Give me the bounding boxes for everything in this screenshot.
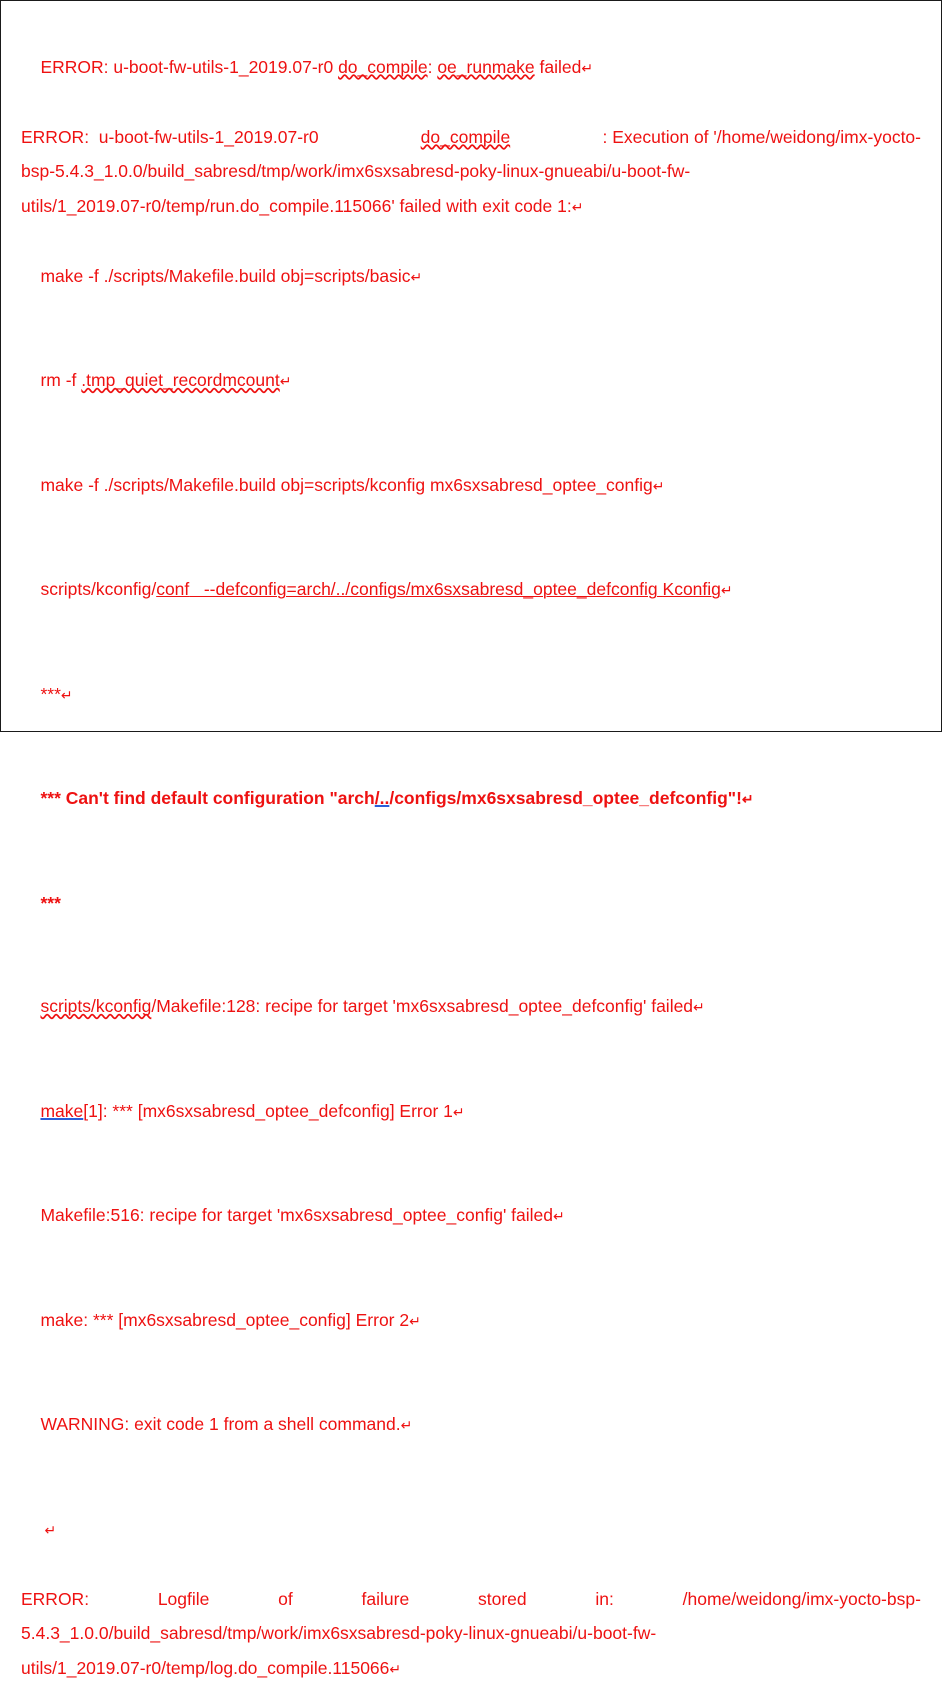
log-text: bsp-5.4.3_1.0.0/build_sabresd/tmp/work/imx6sxsabresd-poky-linux-gnueabi/u-boot-fw- [21, 161, 690, 181]
log-text: *** Can't find default configuration "arch [40, 788, 374, 808]
log-line [21, 1582, 921, 1686]
log-text: utils/1_2019.07-r0/temp/run.do_compile.115066' failed with exit code 1: [21, 196, 572, 216]
log-text-misspelled: scripts/kconfig [40, 996, 151, 1016]
log-line [21, 120, 921, 225]
log-text: ERROR: u-boot-fw-utils-1_2019.07-r0 [21, 120, 328, 155]
log-line [21, 1164, 921, 1269]
log-text: rm -f [40, 370, 81, 390]
log-text-misspelled: oe_runmake [437, 57, 534, 77]
log-text: ERROR: [21, 1582, 89, 1617]
paragraph-mark-icon: ↵ [411, 269, 423, 285]
log-line [21, 433, 921, 538]
log-text: make -f ./scripts/Makefile.build obj=scripts/kconfig mx6sxsabresd_optee_config [40, 475, 652, 495]
log-line [21, 642, 921, 747]
log-line [21, 955, 921, 1060]
paragraph-mark-icon: ↵ [581, 60, 593, 76]
paragraph-mark-icon: ↵ [693, 999, 705, 1015]
log-text: *** [40, 893, 60, 913]
log-text: Logfile [158, 1582, 210, 1617]
log-line-row [21, 1651, 921, 1686]
paragraph-mark-icon: ↵ [389, 1661, 401, 1677]
log-text-underlined: conf [156, 579, 189, 599]
paragraph-mark-icon: ↵ [553, 1208, 565, 1224]
log-text-underlined: Kconfig [663, 579, 721, 599]
log-text-link[interactable]: make [40, 1101, 83, 1121]
log-text: of [278, 1582, 293, 1617]
log-text: : [428, 57, 438, 77]
log-text: 5.4.3_1.0.0/build_sabresd/tmp/work/imx6sxsabresd-poky-linux-gnueabi/u-boot-fw- [21, 1623, 656, 1643]
log-text: utils/1_2019.07-r0/temp/log.do_compile.115066 [21, 1658, 389, 1678]
log-line-row [21, 1616, 921, 1651]
paragraph-mark-icon: ↵ [721, 582, 733, 598]
log-text-link[interactable]: /.. [375, 788, 390, 808]
log-text: make -f ./scripts/Makefile.build obj=scripts/basic [40, 266, 410, 286]
log-line-row [21, 1582, 921, 1617]
log-text-misspelled: do_compile [338, 57, 428, 77]
log-text: Makefile:516: recipe for target 'mx6sxsabresd_optee_config' failed [40, 1205, 553, 1225]
paragraph-mark-icon: ↵ [653, 478, 665, 494]
log-text: *** [40, 684, 60, 704]
log-text: scripts/kconfig/ [40, 579, 156, 599]
log-text-misspelled: do_compile [421, 120, 511, 155]
error-log-document [0, 0, 942, 732]
log-text: make: *** [mx6sxsabresd_optee_config] Error 2 [40, 1310, 409, 1330]
log-line [21, 1373, 921, 1478]
log-line [21, 224, 921, 329]
log-line [21, 538, 921, 643]
log-text: failure [362, 1582, 410, 1617]
log-text: ERROR: u-boot-fw-utils-1_2019.07-r0 [40, 57, 338, 77]
log-line [21, 1059, 921, 1164]
paragraph-mark-icon: ↵ [572, 199, 584, 215]
paragraph-mark-icon: ↵ [401, 1417, 413, 1433]
log-text-misspelled: .tmp_quiet_recordmcount [81, 370, 279, 390]
log-text: failed [535, 57, 582, 77]
log-line-row [21, 120, 921, 155]
paragraph-mark-icon: ↵ [44, 1522, 56, 1538]
log-text: /Makefile:128: recipe for target 'mx6sxsabresd_optee_defconfig' failed [151, 996, 693, 1016]
log-line-empty [21, 1477, 921, 1582]
log-line [21, 329, 921, 434]
log-text-underlined: --defconfig=arch/../configs/mx6sxsabresd_optee_defconfig [189, 579, 662, 599]
log-text: stored [478, 1582, 527, 1617]
log-text: WARNING: exit code 1 from a shell command. [40, 1414, 400, 1434]
paragraph-mark-icon: ↵ [409, 1313, 421, 1329]
log-line-row [21, 189, 921, 225]
log-text: in: [595, 1582, 613, 1617]
log-text: : Execution of '/home/weidong/imx-yocto- [603, 120, 922, 155]
log-text: /home/weidong/imx-yocto-bsp- [683, 1582, 921, 1617]
log-line [21, 15, 921, 120]
log-line-row [21, 154, 921, 189]
log-text: [1]: *** [mx6sxsabresd_optee_defconfig] Error 1 [83, 1101, 453, 1121]
log-line-emphasis [21, 851, 921, 955]
paragraph-mark-icon: ↵ [742, 791, 754, 807]
paragraph-mark-icon: ↵ [280, 373, 292, 389]
log-text: /configs/mx6sxsabresd_optee_defconfig"! [389, 788, 742, 808]
log-line [21, 1268, 921, 1373]
log-line-emphasis [21, 747, 921, 852]
paragraph-mark-icon: ↵ [61, 687, 73, 703]
paragraph-mark-icon: ↵ [453, 1104, 465, 1120]
